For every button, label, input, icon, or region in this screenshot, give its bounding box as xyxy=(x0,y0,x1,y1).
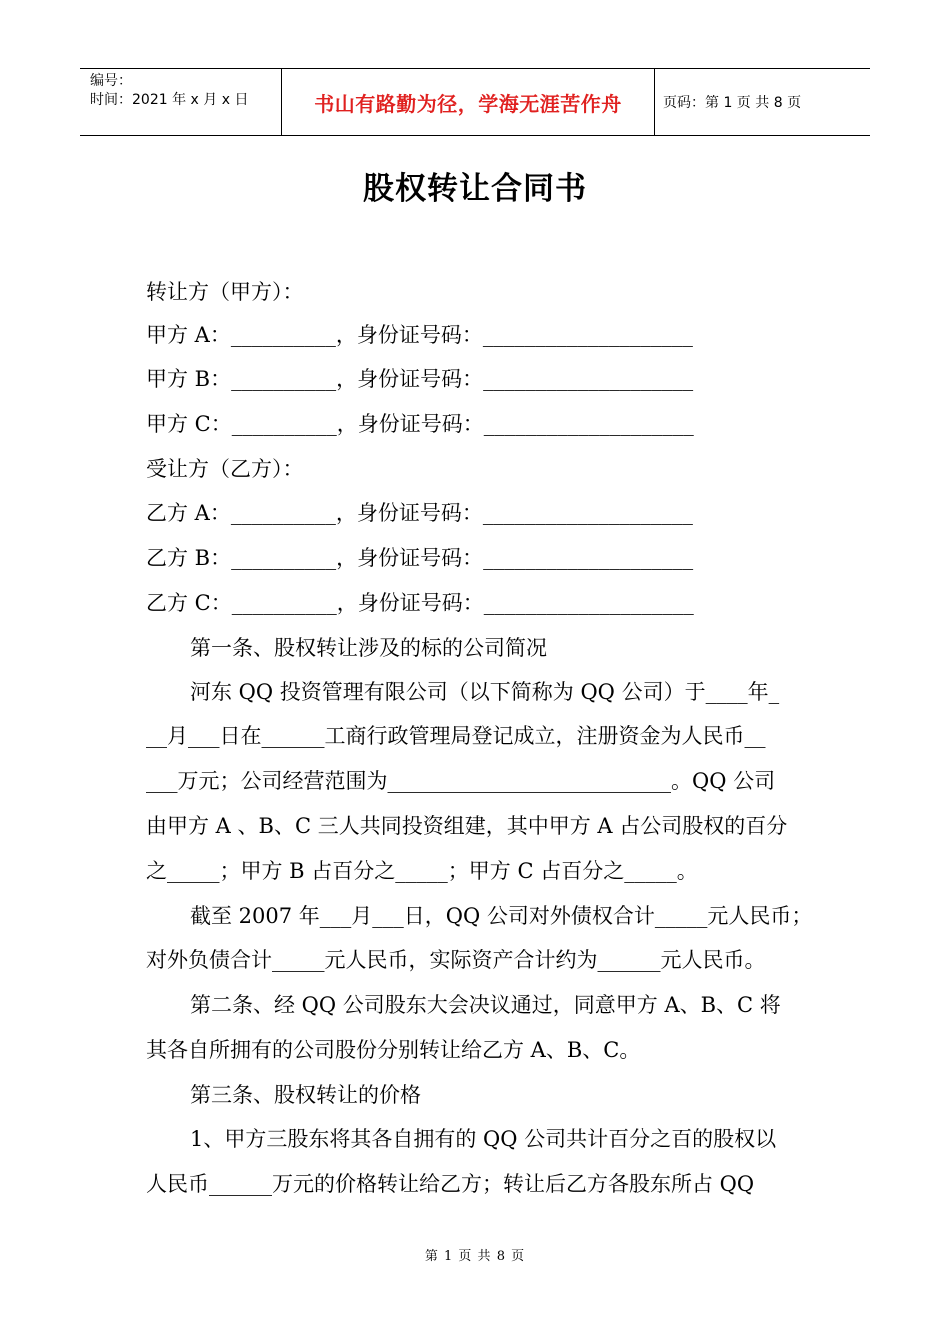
header-motto-cell xyxy=(282,69,655,135)
article-1-heading: 第一条、股权转让涉及的标的公司简况 xyxy=(190,636,547,660)
party-b-c-line: 乙方 C：__________，身份证号码：____________________ xyxy=(146,591,694,615)
header-meta-cell xyxy=(80,69,282,135)
article-1-text-line: 之_____；甲方 B 占百分之_____；甲方 C 占百分之_____。 xyxy=(146,859,698,883)
article-3-text-line: 1、甲方三股东将其各自拥有的 QQ 公司共计百分之百的股权以 xyxy=(190,1127,777,1151)
party-a-a-line: 甲方 A：__________，身份证号码：____________________ xyxy=(146,323,693,347)
header-page-label: 页码：第 1 页 共 8 页 xyxy=(663,95,802,111)
transferee-heading: 受让方（乙方）： xyxy=(146,457,304,481)
article-1-text-line: 河东 QQ 投资管理有限公司（以下简称为 QQ 公司）于____年_ xyxy=(190,680,780,704)
article-2-text-line: 第二条、经 QQ 公司股东大会决议通过，同意甲方 A、B、C 将 xyxy=(190,993,781,1017)
article-3-text-line: 人民币______万元的价格转让给乙方；转让后乙方各股东所占 QQ xyxy=(146,1172,755,1196)
party-a-b-line: 甲方 B：__________，身份证号码：____________________ xyxy=(146,367,694,391)
header-motto: 书山有路勤为径，学海无涯苦作舟 xyxy=(314,91,622,116)
party-b-a-line: 乙方 A：__________，身份证号码：____________________ xyxy=(146,501,693,525)
article-1-text-line: ___万元；公司经营范围为___________________________。QQ 公司 xyxy=(146,769,776,793)
header-page-cell xyxy=(655,69,870,135)
document-time-label: 时间：2021 年 x 月 x 日 xyxy=(90,92,249,108)
article-2-text-line: 其各自所拥有的公司股份分别转让给乙方 A、B、C。 xyxy=(146,1038,641,1062)
document-title: 股权转让合同书 xyxy=(363,171,587,207)
article-1-text-line: __月___日在______工商行政管理局登记成立，注册资金为人民币__ xyxy=(146,724,766,748)
article-3-heading: 第三条、股权转让的价格 xyxy=(190,1083,421,1107)
header-table xyxy=(80,68,870,136)
document-number-label: 编号： xyxy=(90,73,132,89)
transferor-heading: 转让方（甲方）： xyxy=(146,280,304,304)
party-b-b-line: 乙方 B：__________，身份证号码：____________________ xyxy=(146,546,694,570)
page-footer: 第 1 页 共 8 页 xyxy=(424,1249,526,1264)
article-1-text-line: 由甲方 A 、B、C 三人共同投资组建，其中甲方 A 占公司股权的百分 xyxy=(146,814,788,838)
financial-status-line: 对外负债合计_____元人民币，实际资产合计约为______元人民币。 xyxy=(146,948,766,972)
financial-status-line: 截至 2007 年___月___日，QQ 公司对外债权合计_____元人民币； xyxy=(190,904,813,928)
party-a-c-line: 甲方 C：__________，身份证号码：____________________ xyxy=(146,412,694,436)
